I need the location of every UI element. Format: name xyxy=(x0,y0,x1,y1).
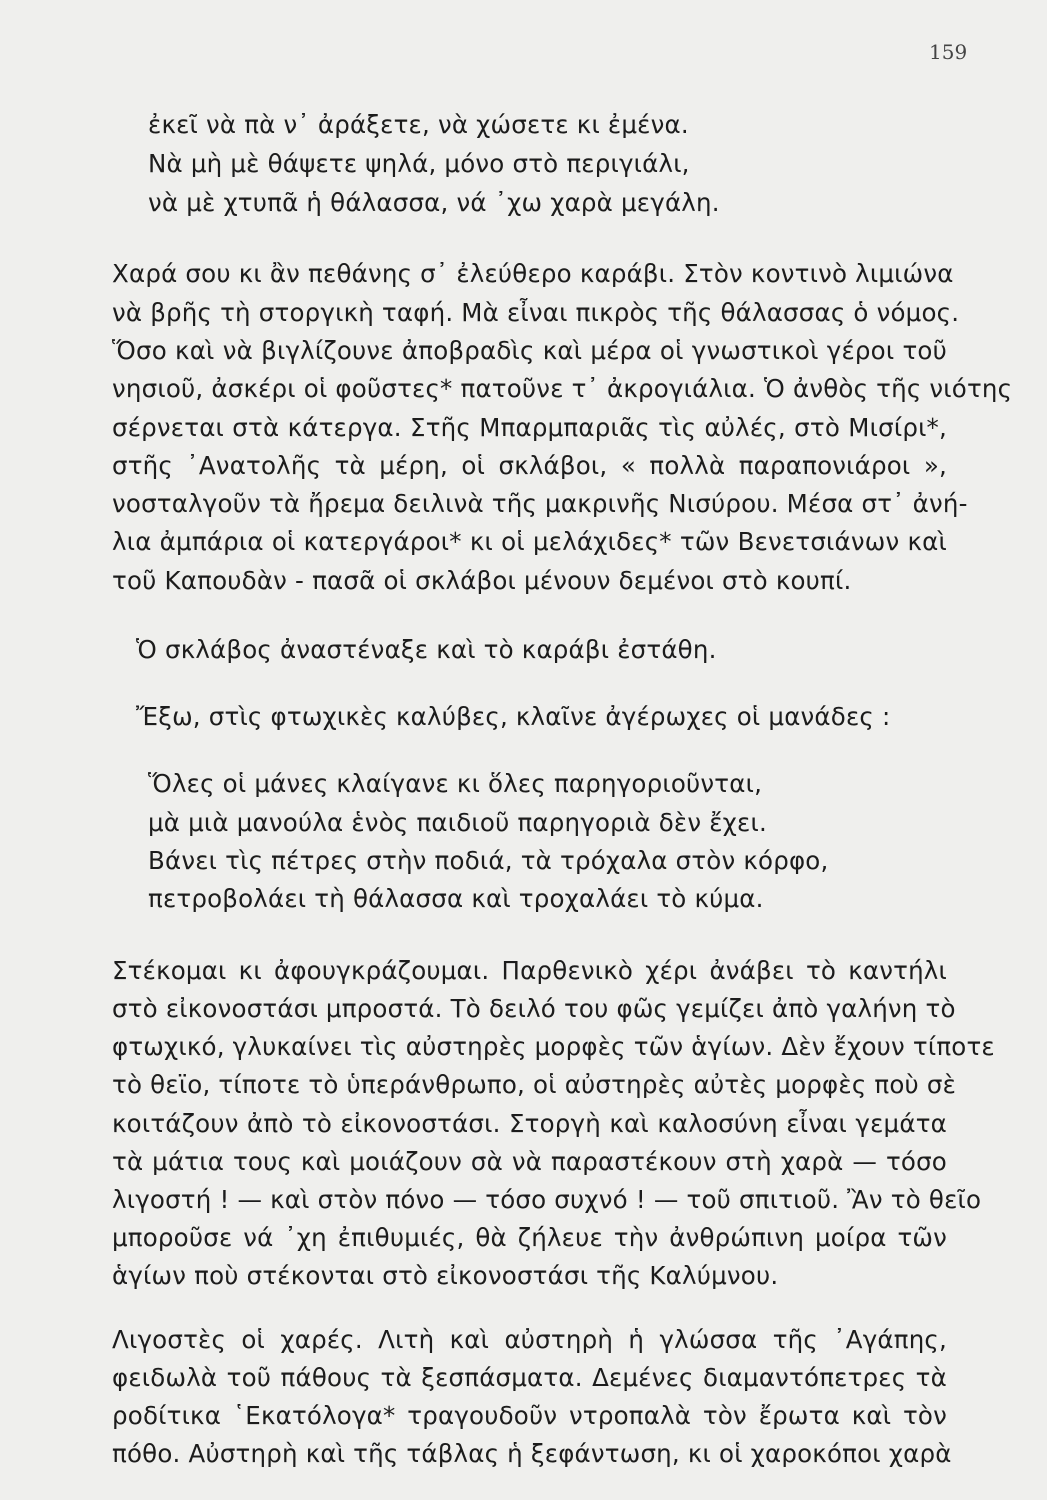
text-line: τοῦ Καπουδὰν - πασᾶ οἱ σκλάβοι μένουν δεμένοι στὸ κουπί. xyxy=(112,566,852,595)
text-line: κοιτάζουν ἀπὸ τὸ εἰκονοστάσι. Στοργὴ καὶ καλοσύνη εἶναι γεμάτα xyxy=(112,1109,947,1138)
text-line: λια ἀμπάρια οἱ κατεργάροι* κι οἱ μελάχιδες* τῶν Βενετσιάνων καὶ xyxy=(112,527,947,556)
text-line: τὰ μάτια τους καὶ μοιάζουν σὰ νὰ παραστέκουν στὴ χαρὰ — τόσο xyxy=(112,1147,947,1176)
verse-line: Βάνει τὶς πέτρες στὴν ποδιά, τὰ τρόχαλα στὸν κόρφο, xyxy=(148,846,829,875)
text-line: νησιοῦ, ἀσκέρι οἱ φοῦστες* πατοῦνε τ᾿ ἀκρογιάλια. Ὁ ἀνθὸς τῆς νιότης xyxy=(112,374,1013,403)
verse-line: μὰ μιὰ μανούλα ἑνὸς παιδιοῦ παρηγοριὰ δὲν ἔχει. xyxy=(148,808,767,837)
text-line: φτωχικό, γλυκαίνει τὶς αὐστηρὲς μορφὲς τῶν ἁγίων. Δὲν ἔχουν τίποτε xyxy=(112,1032,995,1061)
text-line: σέρνεται στὰ κάτεργα. Στῆς Μπαρμπαριᾶς τὶς αὐλές, στὸ Μισίρι*, xyxy=(112,413,947,442)
text-line: τὸ θεϊο, τίποτε τὸ ὑπεράνθρωπο, οἱ αὐστηρὲς αὐτὲς μορφὲς ποὺ σὲ xyxy=(112,1070,957,1099)
verse-line: νὰ μὲ χτυπᾶ ἡ θάλασσα, νά ᾿χω χαρὰ μεγάλη. xyxy=(148,188,720,217)
text-line: μποροῦσε νά ᾿χη ἐπιθυμιές, θὰ ζήλευε τὴν ἀνθρώπινη μοίρα τῶν xyxy=(112,1223,947,1252)
text-line: νοσταλγοῦν τὰ ἤρεμα δειλινὰ τῆς μακρινῆς Νισύρου. Μέσα στ᾿ ἀνή- xyxy=(112,489,968,518)
text-line: φειδωλὰ τοῦ πάθους τὰ ξεσπάσματα. Δεμένες διαμαντόπετρες τὰ xyxy=(112,1363,947,1392)
text-line: ἁγίων ποὺ στέκονται στὸ εἰκονοστάσι τῆς Καλύμνου. xyxy=(112,1261,779,1290)
text-line: Ὁ σκλάβος ἀναστέναξε καὶ τὸ καράβι ἐστάθη. xyxy=(136,635,717,664)
verse-line: ἐκεῖ νὰ πὰ ν᾿ ἀράξετε, νὰ χώσετε κι ἐμένα. xyxy=(148,110,689,139)
verse-line: Νὰ μὴ μὲ θάψετε ψηλά, μόνο στὸ περιγιάλι, xyxy=(148,149,690,178)
text-line: λιγοστή ! — καὶ στὸν πόνο — τόσο συχνό ! — τοῦ σπιτιοῦ. Ἂν τὸ θεῖο xyxy=(112,1185,982,1214)
text-line: πόθο. Αὐστηρὴ καὶ τῆς τάβλας ἡ ξεφάντωση, κι οἱ χαροκόποι χαρὰ xyxy=(112,1439,952,1468)
text-line: Χαρά σου κι ἂν πεθάνης σ᾿ ἐλεύθερο καράβι. Στὸν κοντινὸ λιμιώνα xyxy=(112,259,954,288)
text-line: Ὅσο καὶ νὰ βιγλίζουνε ἀποβραδὶς καὶ μέρα οἱ γνωστικοὶ γέροι τοῦ xyxy=(112,336,947,365)
text-line: στὸ εἰκονοστάσι μπροστά. Τὸ δειλό του φῶς γεμίζει ἀπὸ γαλήνη τὸ xyxy=(112,994,956,1023)
page-number: 159 xyxy=(929,40,968,64)
text-line: στῆς ᾿Ανατολῆς τὰ μέρη, οἱ σκλάβοι, « πολλὰ παραπονιάροι », xyxy=(112,451,947,480)
text-line: νὰ βρῆς τὴ στοργικὴ ταφή. Μὰ εἶναι πικρὸς τῆς θάλασσας ὁ νόμος. xyxy=(112,298,960,327)
text-line: Ἔξω, στὶς φτωχικὲς καλύβες, κλαῖνε ἀγέρωχες οἱ μανάδες : xyxy=(136,702,891,731)
text-line: ροδίτικα ῾Εκατόλογα* τραγουδοῦν ντροπαλὰ τὸν ἔρωτα καὶ τὸν xyxy=(112,1401,947,1430)
text-line: Λιγοστὲς οἱ χαρές. Λιτὴ καὶ αὐστηρὴ ἡ γλώσσα τῆς ᾿Αγάπης, xyxy=(112,1325,947,1354)
verse-line: πετροβολάει τὴ θάλασσα καὶ τροχαλάει τὸ κύμα. xyxy=(148,884,764,913)
verse-line: Ὅλες οἱ μάνες κλαίγανε κι ὅλες παρηγοριοῦνται, xyxy=(148,769,763,798)
text-line: Στέκομαι κι ἀφουγκράζουμαι. Παρθενικὸ χέρι ἀνάβει τὸ καντήλι xyxy=(112,956,947,985)
